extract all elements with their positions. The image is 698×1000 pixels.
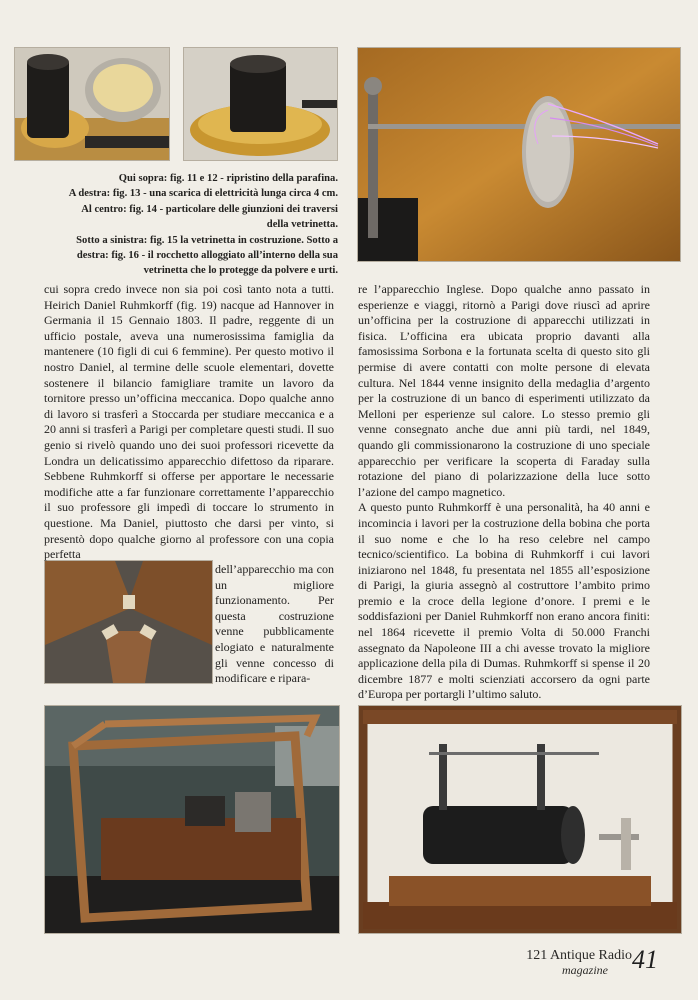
magazine-subtitle: magazine (562, 963, 608, 977)
photo-fig-11-paraffin (14, 47, 170, 161)
page-number: 41 (632, 945, 658, 974)
photo-fig-12-paraffin (183, 47, 338, 161)
caption-line: della vetrinetta. (266, 219, 338, 231)
caption-line: destra: fig. 16 - il rocchetto alloggiato all’interno della sua (76, 250, 338, 262)
article-paragraph: A questo punto Ruhmkorff è una personalità, ha 40 anni e incomincia i lavori per la costruzione della bobina che porta il suo nome e che lo ha reso celebre nel campo tecnico/scientifico. La bobina di Ruhmkorff i cui lavori iniziarono nel 1848, fu presentata nel 1855 all’esposizione di Parigi, la giuria assegnò al costruttore l’ambito primo premio e la croce della legione d’onore. I premi e le soddisfazioni per Daniel Ruhmkorff non erano ancora finiti: nel 1864 ricevette il premio Volta di 50.000 Franchi assegnato da Napoleone III a chi avesse trovato la migliore applicazione della pila di Dumas. Ruhmkorff si spense il 20 dicembre 1877 e molti scienziati accorsero da ogni parte d’Europa per portargli l’ultimo saluto. (358, 500, 650, 702)
article-paragraph: re l’apparecchio Inglese. Dopo qualche anno passato in esperienze e viaggi, ritornò a Parigi dove riuscì ad aprire un’officina per la costruzione di apparecchi utilizzati in fisica. L’officina era ubicata proprio davanti alla famosissima Sorbona e la fortunata scelta di questo sito gli permise di avere contatti con molte persone di elevata cultura. Nel 1844 venne insignito della medaglia d’argento per la costruzione di un banco di esperimenti utilizzato da Melloni per esperienze sul calore. Lo stesso premio gli venne consegnato anche due anni più tardi, nel 1849, quando gli commissionarono la costruzione di uno speciale apparecchio per verificare la scoperta di Faraday sulla rotazione del piano di polarizzazione della luce sotto l’azione del campo magnetico. (358, 282, 650, 499)
caption-line: Qui sopra: fig. 11 e 12 - ripristino della parafina. (118, 173, 338, 184)
article-paragraph: cui sopra credo invece non sia poi così tanto nota a tutti. Heirich Daniel Ruhmkorff (fig. 19) nacque ad Hannover in Germania il 15 Gennaio 1803. Il padre, reggente di un ufficio postale, aveva una numerosissima famiglia da mantenere (10 figli di cui 6 femmine). Per questo motivo il nostro Daniel, al termine delle scuole elementari, dovette sostenere il bilancio famigliare tramite un lavoro da tornitore presso un’officina meccanica. Dopo qualche anno di lavoro si trasferì a Stoccarda per studiare meccanica e a 20 anni si trasferì a Parigi per completare questi studi. Il suo genio si rivelò quando uno dei suoi professori ricevette da Londra un delicatissimo apparecchio difettoso da riparare. Sebbene Ruhmkorff si offerse per apportare le necessarie modifiche atte a far funzionare correttamente l’apparecchio il suo professore gli impedì di toccare lo strumento in questione. Ma Daniel, piuttosto che darsi per vinto, si presentò dopo qualche giorno al professore con una copia perfetta (44, 282, 334, 562)
caption-line: A destra: fig. 13 - una scarica di elettricità lunga circa 4 cm. (68, 188, 338, 200)
photo-fig-15-showcase-construction (44, 705, 340, 934)
page-footer (526, 945, 658, 978)
caption-line: Al centro: fig. 14 - particolare delle giunzioni dei traversi (81, 203, 338, 215)
photo-fig-13-spark (357, 47, 681, 262)
article-right-column (358, 282, 650, 703)
caption-line: vetrinetta che lo protegge da polvere e urti. (143, 265, 338, 277)
caption-line: Sotto a sinistra: fig. 15 la vetrinetta in costruzione. Sotto a (76, 234, 338, 246)
figure-caption (14, 171, 338, 279)
photo-fig-16-coil-in-showcase (358, 705, 682, 934)
article-left-column (44, 282, 334, 687)
magazine-name: 121 Antique Radio (526, 948, 632, 963)
article-paragraph-wrap: dell’apparecchio ma con un migliore funzionamento. Per questa costruzione venne pubblicamente elogiato e naturalmente gli venne concesso di modificare e ripara- (215, 562, 334, 686)
